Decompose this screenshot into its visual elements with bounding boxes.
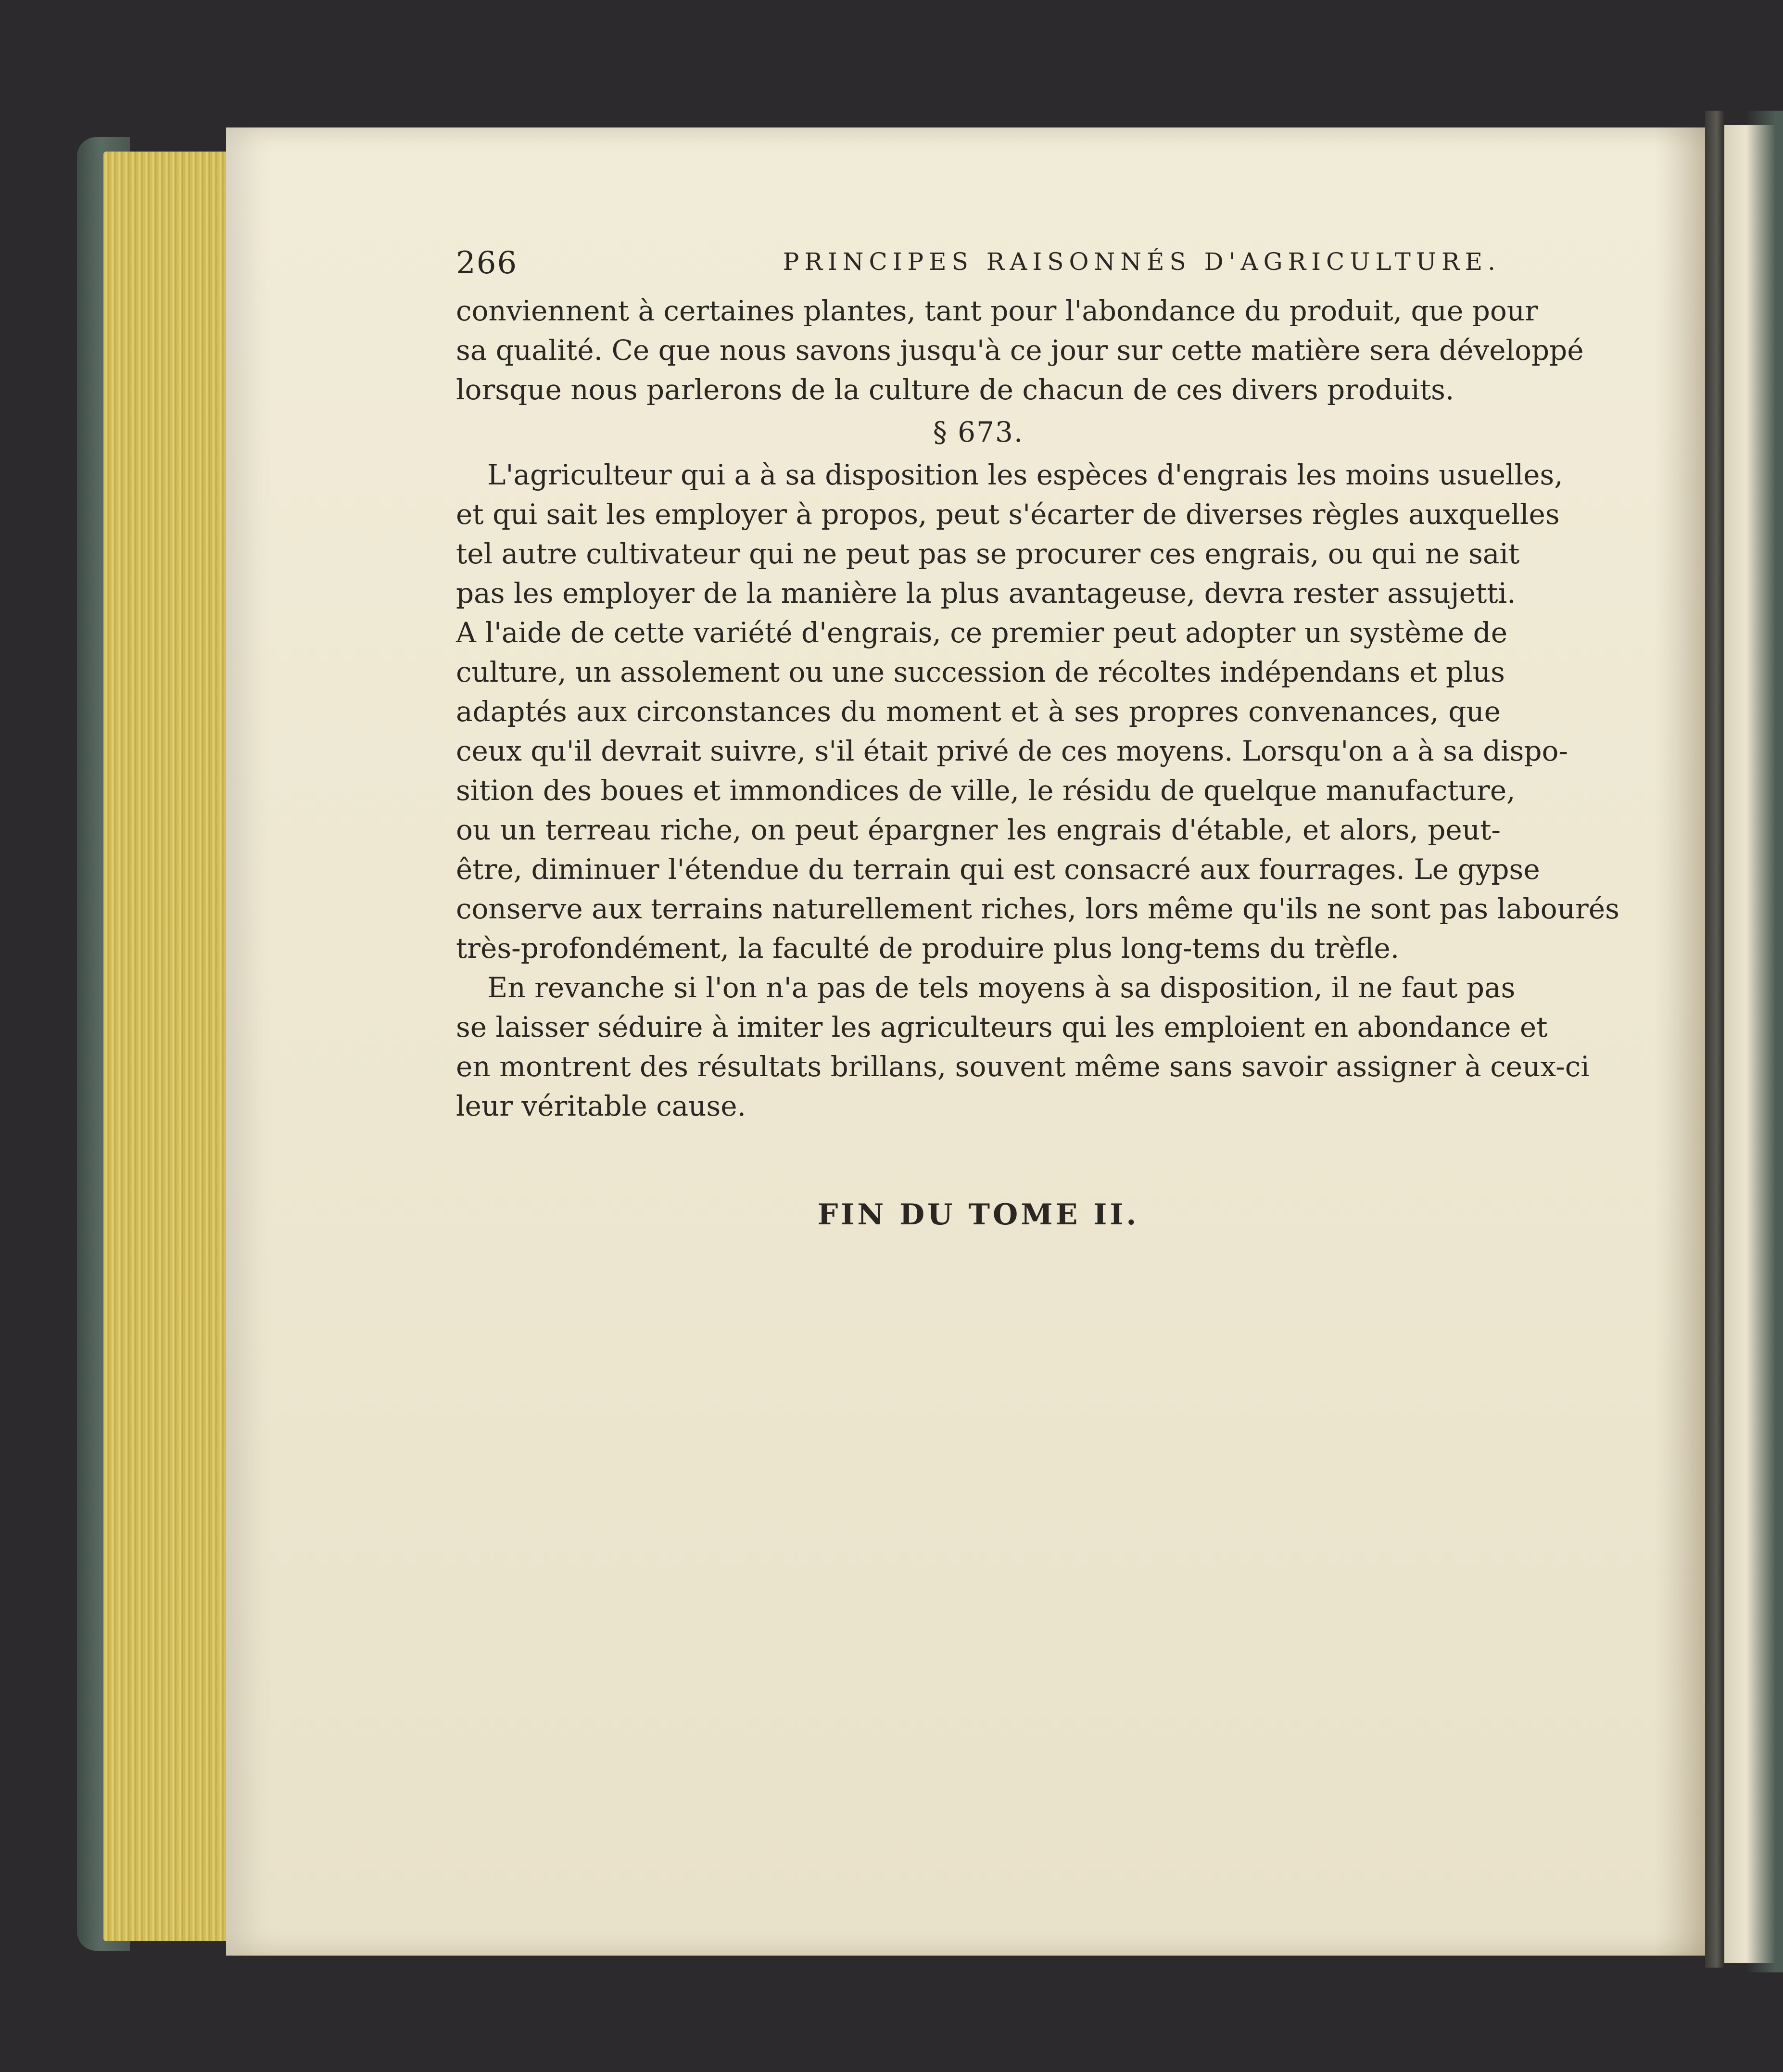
text-line: sition des boues et immondices de ville, le résidu de quelque manufacture, bbox=[456, 774, 1516, 807]
text-line: lorsque nous parlerons de la culture de chacun de ces divers produits. bbox=[456, 373, 1454, 406]
gilded-page-edges bbox=[103, 152, 233, 1941]
colophon: FIN DU TOME II. bbox=[817, 1198, 1139, 1232]
text-line: L'agriculteur qui a à sa disposition les espèces d'engrais les moins usuelles, bbox=[487, 458, 1563, 491]
page-text bbox=[456, 243, 1619, 1232]
paragraph-2 bbox=[456, 455, 1619, 968]
text-line: très-profondément, la faculté de produire plus long-tems du trèfle. bbox=[456, 932, 1400, 965]
text-line: En revanche si l'on n'a pas de tels moyens à sa disposition, il ne faut pas bbox=[487, 971, 1516, 1004]
book-cover-right bbox=[1746, 111, 1783, 1972]
text-line: sa qualité. Ce que nous savons jusqu'à ce jour sur cette matière sera développé bbox=[456, 334, 1584, 367]
text-line: tel autre cultivateur qui ne peut pas se procurer ces engrais, ou qui ne sait bbox=[456, 537, 1520, 570]
text-line: A l'aide de cette variété d'engrais, ce premier peut adopter un système de bbox=[456, 616, 1508, 649]
paragraph-1 bbox=[456, 291, 1584, 409]
text-line: leur véritable cause. bbox=[456, 1090, 746, 1122]
text-line: ou un terreau riche, on peut épargner les engrais d'étable, et alors, peut- bbox=[456, 814, 1501, 846]
book-spine bbox=[1705, 111, 1724, 1968]
text-line: adaptés aux circonstances du moment et à ses propres convenances, que bbox=[456, 695, 1501, 728]
page-number: 266 bbox=[456, 245, 518, 281]
running-title: PRINCIPES RAISONNÉS D'AGRICULTURE. bbox=[783, 248, 1501, 276]
text-line: ceux qu'il devrait suivre, s'il était privé de ces moyens. Lorsqu'on a à sa dispo- bbox=[456, 735, 1568, 767]
text-line: et qui sait les employer à propos, peut s'écarter de diverses règles auxquelles bbox=[456, 498, 1560, 531]
paragraph-3 bbox=[456, 968, 1590, 1126]
section-number: § 673. bbox=[933, 416, 1024, 448]
text-line: se laisser séduire à imiter les agriculteurs qui les emploient en abondance et bbox=[456, 1011, 1548, 1043]
text-line: en montrent des résultats brillans, souvent même sans savoir assigner à ceux-ci bbox=[456, 1050, 1590, 1083]
running-head bbox=[456, 243, 1501, 291]
page-gutter-shadow bbox=[1655, 127, 1707, 1956]
text-line: culture, un assolement ou une succession de récoltes indépendans et plus bbox=[456, 656, 1505, 688]
text-line: conserve aux terrains naturellement riches, lors même qu'ils ne sont pas labourés bbox=[456, 892, 1619, 925]
text-line: être, diminuer l'étendue du terrain qui est consacré aux fourrages. Le gypse bbox=[456, 853, 1540, 886]
text-line: conviennent à certaines plantes, tant pour l'abondance du produit, que pour bbox=[456, 294, 1538, 327]
text-line: pas les employer de la manière la plus avantageuse, devra rester assujetti. bbox=[456, 577, 1516, 610]
